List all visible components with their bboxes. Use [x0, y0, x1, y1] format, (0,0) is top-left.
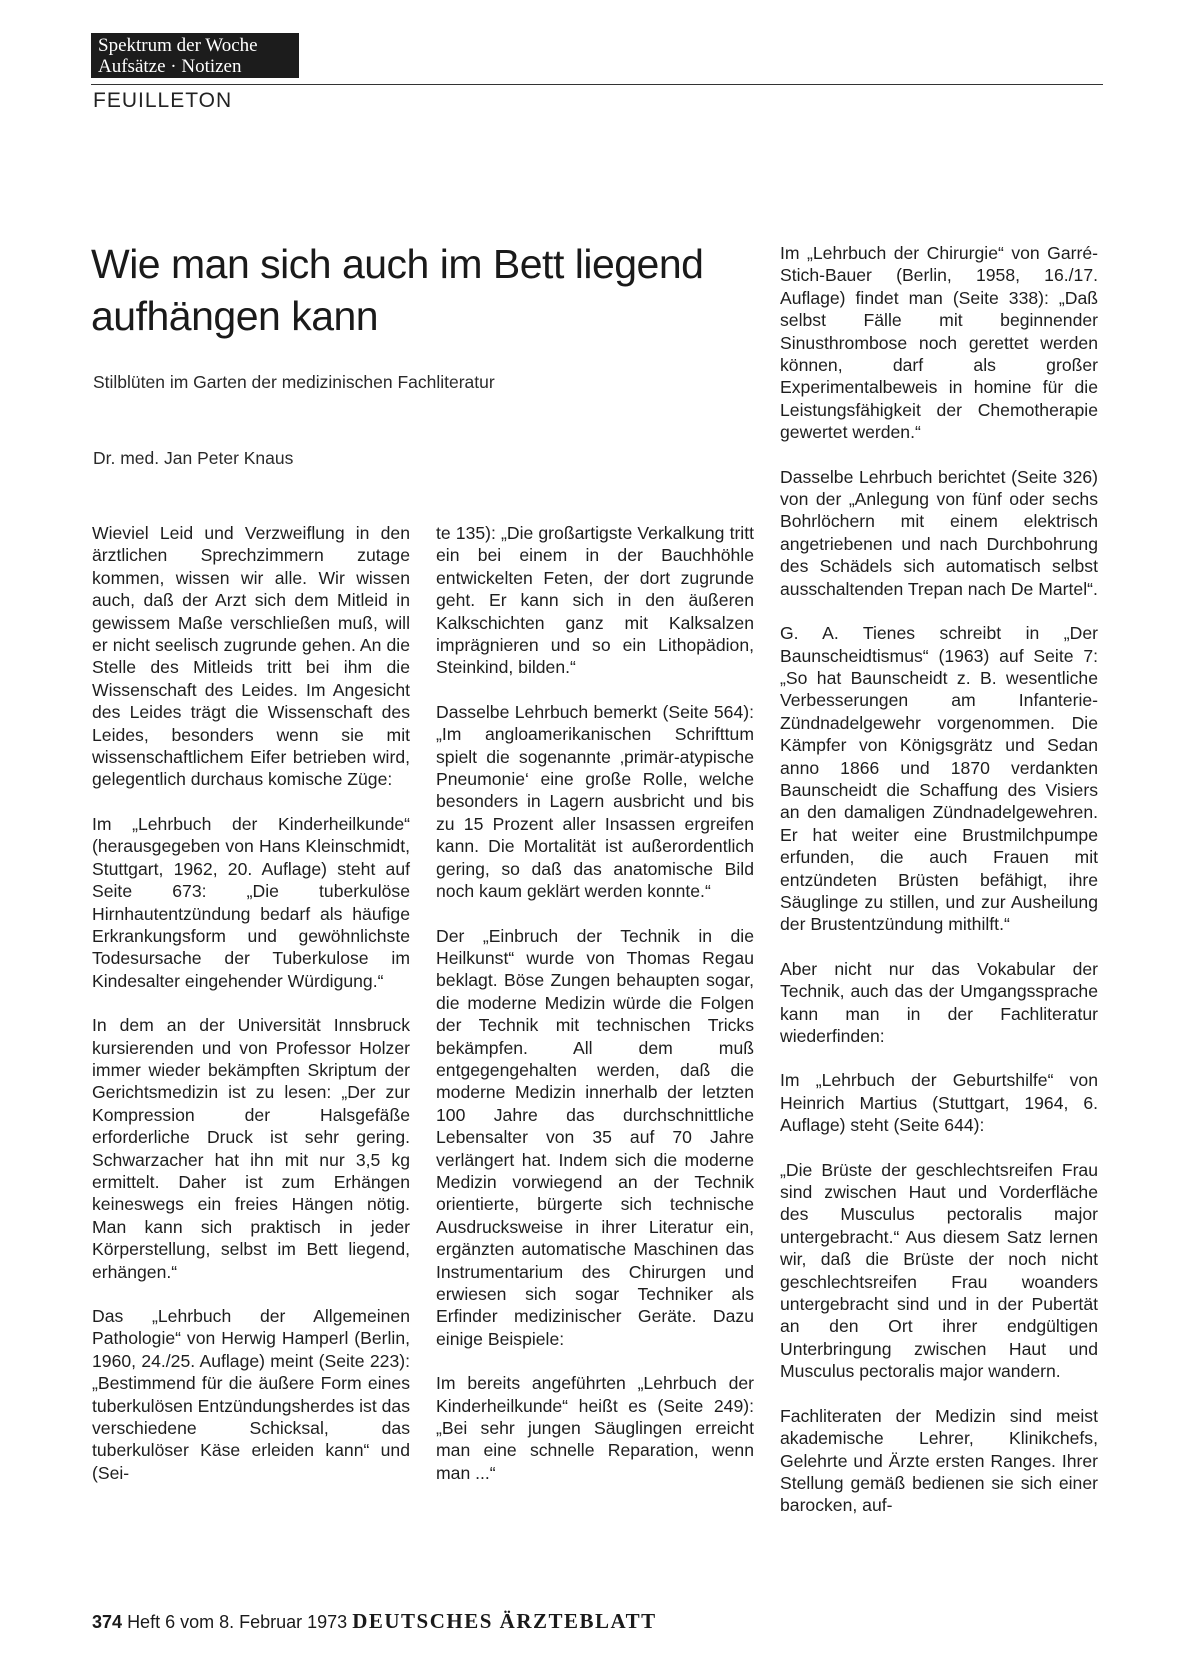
paragraph: Fachliteraten der Medizin sind meist akademische Lehrer, Klinikchefs, Gelehrte und Ärzte ersten Ranges. Ihrer Stellung gemäß bedienen sie sich einer barocken, auf-	[780, 1405, 1098, 1516]
paragraph: Im „Lehrbuch der Geburtshilfe“ von Heinrich Martius (Stuttgart, 1964, 6. Auflage) steht (Seite 644):	[780, 1070, 1098, 1136]
paragraph: In dem an der Universität Innsbruck kursierenden und von Professor Holzer immer wieder bekämpften Skriptum der Gerichtsmedizin ist zu lesen: „Der zur Kompression der Halsgefäße erforderliche Druck ist sehr gering. Schwarzacher hat ihn mit nur 3,5 kg ermittelt. Daher ist zum Erhängen keineswegs ein freies Hängen nötig. Man kann sich praktisch in jeder Körperstellung, selbst im Bett liegend, erhängen.“	[92, 1015, 410, 1282]
page-number: 374	[92, 1612, 123, 1632]
issue-info: Heft 6 vom 8. Februar 1973	[127, 1612, 348, 1632]
paragraph: Im „Lehrbuch der Chirurgie“ von Garré-Stich-Bauer (Berlin, 1958, 16./17. Auflage) findet man (Seite 338): „Daß selbst Fälle mit beginnender Sinusthrombose noch gerettet werden können, darf als großer Experimentalbeweis in homine für die Leistungsfähigkeit der Chemotherapie gewertet werden.“	[780, 243, 1098, 443]
paragraph: Dasselbe Lehrbuch bemerkt (Seite 564): „Im angloamerikanischen Schrifttum spielt die sogenannte ‚primär-atypische Pneumonie‘ eine große Rolle, welche besonders in Lagern ausbricht und bis zu 15 Prozent aller Insassen ergreifen kann. Die Mortalität ist außerordentlich gering, so daß das anatomische Bild noch kaum geklärt werden konnte.“	[436, 701, 754, 902]
paragraph: te 135): „Die großartigste Verkalkung tritt ein bei einem in der Bauchhöhle entwickelten Feten, der dort zugrunde geht. Er kann sich in den äußeren Kalkschichten ganz mit Kalksalzen imprägnieren und so ein Lithopädion, Steinkind, bilden.“	[436, 523, 754, 678]
paragraph: Wieviel Leid und Verzweiflung in den ärztlichen Sprechzimmern zutage kommen, wissen wir alle. Wir wissen auch, daß der Arzt sich dem Mitleid in gewissem Maße verschließen muß, will er nicht seelisch zugrunde gehen. An die Stelle des Mitleids tritt bei ihm die Wissenschaft des Leides. Im Angesicht des Leides trägt die Wissenschaft des Leides, besonders wenn sie mit wissenschaftlichem Eifer betrieben wird, gelegentlich durchaus komische Züge:	[92, 523, 410, 790]
article-subtitle: Stilblüten im Garten der medizinischen Fachliteratur	[93, 372, 495, 392]
article-title: Wie man sich auch im Bett liegend aufhängen kann	[91, 241, 704, 339]
paragraph: Im bereits angeführten „Lehrbuch der Kinderheilkunde“ heißt es (Seite 249): „Bei sehr jungen Säuglingen erreicht man eine schnelle Reparation, wenn man ...“	[436, 1373, 754, 1483]
magazine-name: DEUTSCHES ÄRZTEBLATT	[352, 1609, 657, 1633]
section-label: FEUILLETON	[93, 89, 233, 112]
page-footer	[92, 1609, 657, 1634]
paragraph: Dasselbe Lehrbuch berichtet (Seite 326) von der „Anlegung von fünf oder sechs Bohrlöchern mit einem elektrisch angetriebenen und nach Durchbohrung des Schädels sich automatisch selbst ausschaltenden Trepan nach De Martel“.	[780, 466, 1098, 599]
section-badge	[91, 33, 299, 78]
text-column-1	[92, 522, 410, 1506]
paragraph: Im „Lehrbuch der Kinderheilkunde“ (herausgegeben von Hans Kleinschmidt, Stuttgart, 1962, 20. Auflage) steht auf Seite 673: „Die tuberkulöse Hirnhautentzündung bedarf als häufige Erkrankungsform und gewöhnlichste Todesursache der Tuberkulose im Kindesalter eingehender Würdigung.“	[92, 813, 410, 991]
article-author: Dr. med. Jan Peter Knaus	[93, 448, 294, 468]
badge-line-2: Aufsätze · Notizen	[98, 56, 242, 77]
paragraph: Der „Einbruch der Technik in die Heilkunst“ wurde von Thomas Regau beklagt. Böse Zungen behaupten sogar, die moderne Medizin würde die Folgen der Technik mit technischen Tricks bekämpfen. All dem muß entgegengehalten werden, daß die moderne Medizin innerhalb der letzten 100 Jahre das durchschnittliche Lebensalter von 35 auf 70 Jahre verlängert hat. Indem sich die moderne Medizin vorwiegend an der Technik orientierte, bürgerte sich technische Ausdrucksweise in ihrer Literatur ein, ergänzten automatische Maschinen das Instrumentarium des Chirurgen und erwiesen sich sogar Techniker als Erfinder medizinischer Geräte. Dazu einige Beispiele:	[436, 925, 754, 1349]
paragraph: Aber nicht nur das Vokabular der Technik, auch das der Umgangssprache kann man in der Fachliteratur wiederfinden:	[780, 958, 1098, 1046]
text-column-3	[780, 242, 1098, 1539]
paragraph: G. A. Tienes schreibt in „Der Baunscheidtismus“ (1963) auf Seite 7: „So hat Baunscheidt z. B. wesentliche Verbesserungen am Infanterie-Zündnadelgewehr vorgenommen. Die Kämpfer von Königsgrätz und Sedan anno 1866 und 1870 verdankten Baunscheidt die Schaffung des Visiers an den damaligen Zündnadelgewehren. Er hat weiter eine Brustmilchpumpe erfunden, die auch Frauen mit entzündeten Brüsten befähigt, ihre Säuglinge zu stillen, und zur Ausheilung der Brustentzündung mithilft.“	[780, 623, 1098, 935]
paragraph: Das „Lehrbuch der Allgemeinen Pathologie“ von Herwig Hamperl (Berlin, 1960, 24./25. Auflage) meint (Seite 223): „Bestimmend für die äußere Form eines tuberkulösen Entzündungsherdes ist das verschiedene Schicksal, das tuberkulöser Käse erleiden kann“ und (Sei-	[92, 1306, 410, 1483]
badge-line-1: Spektrum der Woche	[98, 35, 258, 56]
paragraph: „Die Brüste der geschlechtsreifen Frau sind zwischen Haut und Vorderfläche des Musculus pectoralis major untergebracht.“ Aus diesem Satz lernen wir, daß die Brüste der noch nicht geschlechtsreifen Frau woanders untergebracht sind und in der Pubertät an den Ort ihrer endgültigen Unterbringung zwischen Haut und Musculus pectoralis major wandern.	[780, 1159, 1098, 1382]
header-rule	[91, 84, 1103, 85]
text-column-2	[436, 522, 754, 1506]
